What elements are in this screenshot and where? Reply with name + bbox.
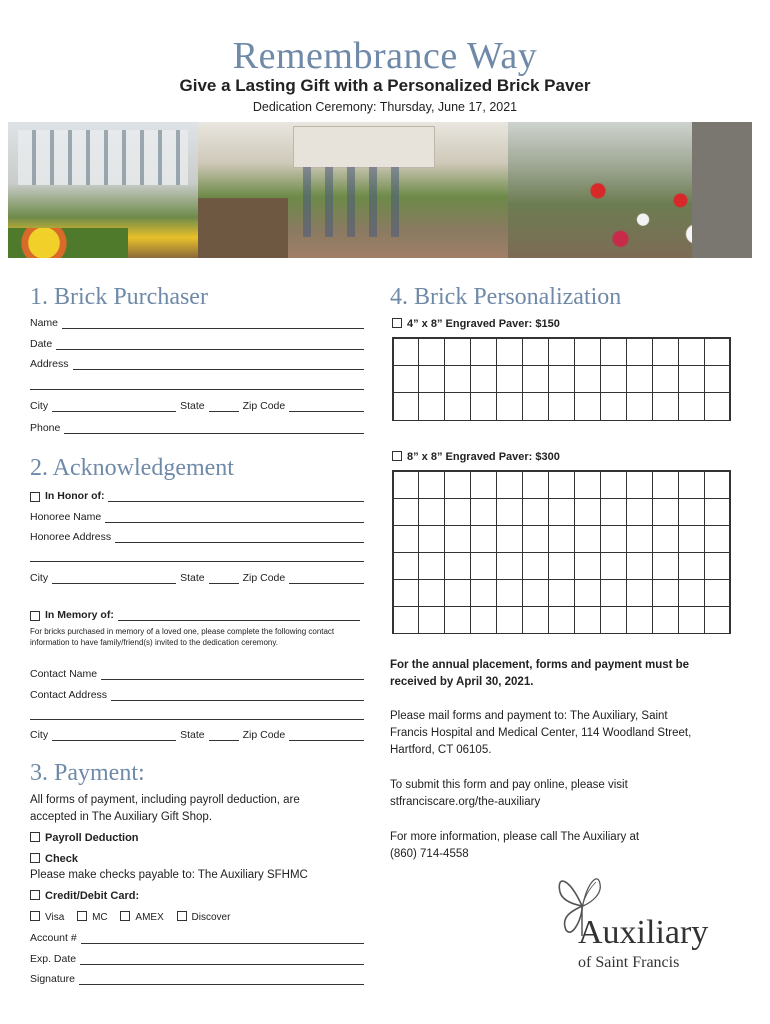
page-title: Remembrance Way <box>232 35 538 77</box>
letter-cell[interactable] <box>548 552 575 580</box>
letter-cell[interactable] <box>393 392 420 420</box>
garden-people-photo <box>198 122 508 258</box>
letter-cell[interactable] <box>626 365 653 393</box>
letter-cell[interactable] <box>548 525 575 553</box>
letter-cell[interactable] <box>393 471 420 499</box>
letter-cell[interactable] <box>418 392 445 420</box>
letter-cell[interactable] <box>574 525 601 553</box>
letter-cell[interactable] <box>704 606 731 634</box>
auxiliary-logo <box>550 870 740 975</box>
letter-cell[interactable] <box>444 498 471 526</box>
letter-cell[interactable] <box>470 498 497 526</box>
letter-cell[interactable] <box>393 498 420 526</box>
account-field[interactable] <box>30 932 364 944</box>
letter-cell[interactable] <box>444 365 471 393</box>
letter-cell[interactable] <box>678 579 705 607</box>
mc-checkbox[interactable] <box>77 911 87 921</box>
card-type-options <box>30 911 230 923</box>
letter-cell[interactable] <box>548 498 575 526</box>
contact-name-label: Contact Name <box>30 668 98 680</box>
letter-cell[interactable] <box>522 365 549 393</box>
payment-heading: 3. Payment: <box>30 760 145 786</box>
letter-cell[interactable] <box>678 552 705 580</box>
tulip-flowers-photo <box>508 122 752 258</box>
letter-cell[interactable] <box>600 525 627 553</box>
mc-option[interactable]: MC <box>77 912 108 923</box>
letter-cell[interactable] <box>470 365 497 393</box>
visa-option[interactable]: Visa <box>30 912 64 923</box>
letter-cell[interactable] <box>574 498 601 526</box>
account-label: Account # <box>30 932 77 944</box>
acknowledgement-heading: 2. Acknowledgement <box>30 455 234 481</box>
logo-title: Auxiliary <box>578 914 709 951</box>
honoree-address-label: Honoree Address <box>30 531 112 543</box>
letter-cell[interactable] <box>496 392 523 420</box>
contact-address-field[interactable] <box>30 689 364 701</box>
letter-cell[interactable] <box>704 579 731 607</box>
in-memory-label: In Memory of: <box>45 609 114 621</box>
paver-4x8-grid[interactable] <box>392 337 731 421</box>
check-label: Check <box>45 853 79 865</box>
letter-cell[interactable] <box>704 471 731 499</box>
letter-cell[interactable] <box>600 471 627 499</box>
letter-cell[interactable] <box>652 471 679 499</box>
letter-cell[interactable] <box>470 338 497 366</box>
name-label: Name <box>30 317 59 329</box>
letter-cell[interactable] <box>652 365 679 393</box>
letter-cell[interactable] <box>418 338 445 366</box>
page-subtitle: Give a Lasting Gift with a Personalized Brick Paver <box>179 76 591 95</box>
letter-cell[interactable] <box>444 579 471 607</box>
letter-cell[interactable] <box>444 338 471 366</box>
phone-number: (860) 714-4558 <box>390 848 469 860</box>
letter-cell[interactable] <box>548 338 575 366</box>
letter-cell[interactable] <box>548 471 575 499</box>
online-instructions: To submit this form and pay online, please visit stfranciscare.org/the-auxiliary <box>390 777 750 811</box>
city-label: City <box>30 572 49 584</box>
letter-cell[interactable] <box>418 498 445 526</box>
website-link[interactable]: stfranciscare.org/the-auxiliary <box>390 796 541 808</box>
paver-4x8-option[interactable] <box>392 318 560 330</box>
in-honor-field[interactable] <box>30 490 364 502</box>
amex-checkbox[interactable] <box>120 911 130 921</box>
letter-cell[interactable] <box>522 392 549 420</box>
letter-cell[interactable] <box>393 552 420 580</box>
contact-name-field[interactable] <box>30 668 364 680</box>
letter-cell[interactable] <box>652 338 679 366</box>
letter-cell[interactable] <box>393 579 420 607</box>
letter-cell[interactable] <box>522 498 549 526</box>
letter-cell[interactable] <box>678 525 705 553</box>
letter-cell[interactable] <box>522 579 549 607</box>
letter-cell[interactable] <box>522 471 549 499</box>
letter-cell[interactable] <box>418 606 445 634</box>
letter-cell[interactable] <box>470 525 497 553</box>
letter-cell[interactable] <box>522 338 549 366</box>
city-label: City <box>30 400 49 412</box>
letter-cell[interactable] <box>496 365 523 393</box>
letter-cell[interactable] <box>626 552 653 580</box>
hospital-building-photo <box>8 122 198 258</box>
letter-cell[interactable] <box>600 606 627 634</box>
logo-subtitle: of Saint Francis <box>578 954 680 971</box>
payroll-option[interactable] <box>30 832 139 844</box>
letter-cell[interactable] <box>574 606 601 634</box>
payroll-label: Payroll Deduction <box>45 832 139 844</box>
check-option[interactable] <box>30 853 78 865</box>
letter-cell[interactable] <box>626 392 653 420</box>
amex-option[interactable]: AMEX <box>120 912 163 923</box>
letter-cell[interactable] <box>470 606 497 634</box>
letter-cell[interactable] <box>496 525 523 553</box>
letter-cell[interactable] <box>574 392 601 420</box>
letter-cell[interactable] <box>678 498 705 526</box>
letter-cell[interactable] <box>626 471 653 499</box>
phone-label: Phone <box>30 422 61 434</box>
city-label: City <box>30 729 49 741</box>
letter-cell[interactable] <box>652 579 679 607</box>
letter-cell[interactable] <box>652 525 679 553</box>
letter-cell[interactable] <box>574 579 601 607</box>
letter-cell[interactable] <box>418 579 445 607</box>
paver-8x8-grid[interactable] <box>392 470 731 634</box>
signature-label: Signature <box>30 973 75 985</box>
contact-address-label: Contact Address <box>30 689 108 701</box>
honoree-city-state-zip-row[interactable] <box>30 572 364 584</box>
letter-cell[interactable] <box>418 525 445 553</box>
letter-cell[interactable] <box>470 471 497 499</box>
letter-cell[interactable] <box>600 579 627 607</box>
visa-checkbox[interactable] <box>30 911 40 921</box>
letter-cell[interactable] <box>393 365 420 393</box>
paver-4x8-checkbox[interactable] <box>392 318 402 328</box>
letter-cell[interactable] <box>548 392 575 420</box>
letter-cell[interactable] <box>522 606 549 634</box>
dedication-date: Dedication Ceremony: Thursday, June 17, 2021 <box>252 100 518 114</box>
paver-8x8-label: 8” x 8” Engraved Paver: $300 <box>407 451 560 463</box>
honoree-name-field[interactable] <box>30 511 364 523</box>
letter-cell[interactable] <box>652 392 679 420</box>
letter-cell[interactable] <box>393 525 420 553</box>
city-state-zip-row[interactable] <box>30 400 364 412</box>
mail-instructions: Please mail forms and payment to: The Auxiliary, Saint Francis Hospital and Medical Center, 114 Woodland Street, Hartford, CT 06105. <box>390 710 692 756</box>
honoree-address-field[interactable] <box>30 531 364 543</box>
zip-label: Zip Code <box>242 729 286 741</box>
letter-cell[interactable] <box>393 338 420 366</box>
letter-cell[interactable] <box>652 606 679 634</box>
letter-cell[interactable] <box>496 471 523 499</box>
letter-cell[interactable] <box>600 498 627 526</box>
letter-cell[interactable] <box>548 606 575 634</box>
letter-cell[interactable] <box>444 471 471 499</box>
letter-cell[interactable] <box>626 525 653 553</box>
check-note: Please make checks payable to: The Auxiliary SFHMC <box>30 869 308 881</box>
letter-cell[interactable] <box>704 525 731 553</box>
contact-city-state-zip-row[interactable] <box>30 729 364 741</box>
letter-cell[interactable] <box>470 392 497 420</box>
zip-label: Zip Code <box>242 400 286 412</box>
state-label: State <box>180 400 205 412</box>
exp-date-label: Exp. Date <box>30 953 77 965</box>
letter-cell[interactable] <box>444 606 471 634</box>
letter-cell[interactable] <box>600 338 627 366</box>
letter-cell[interactable] <box>600 552 627 580</box>
phone-field[interactable] <box>30 422 364 434</box>
date-field[interactable] <box>30 338 364 350</box>
zip-label: Zip Code <box>242 572 286 584</box>
letter-cell[interactable] <box>444 552 471 580</box>
discover-option[interactable]: Discover <box>177 912 231 923</box>
brick-personalization-heading: 4. Brick Personalization <box>390 284 622 310</box>
in-memory-checkbox[interactable] <box>30 611 40 621</box>
letter-cell[interactable] <box>704 392 731 420</box>
address-label: Address <box>30 358 69 370</box>
paver-8x8-checkbox[interactable] <box>392 451 402 461</box>
letter-cell[interactable] <box>574 552 601 580</box>
letter-cell[interactable] <box>626 498 653 526</box>
letter-cell[interactable] <box>704 552 731 580</box>
letter-cell[interactable] <box>626 579 653 607</box>
state-label: State <box>180 572 205 584</box>
letter-cell[interactable] <box>522 525 549 553</box>
letter-cell[interactable] <box>548 579 575 607</box>
in-honor-checkbox[interactable] <box>30 492 40 502</box>
letter-cell[interactable] <box>574 365 601 393</box>
paver-4x8-label: 4” x 8” Engraved Paver: $150 <box>407 318 560 330</box>
name-field[interactable] <box>30 317 364 329</box>
letter-cell[interactable] <box>496 552 523 580</box>
letter-cell[interactable] <box>470 552 497 580</box>
letter-cell[interactable] <box>652 552 679 580</box>
letter-cell[interactable] <box>496 606 523 634</box>
letter-cell[interactable] <box>496 498 523 526</box>
letter-cell[interactable] <box>678 365 705 393</box>
memory-note: For bricks purchased in memory of a loved one, please complete the following contact information to have family/friend(s) invited to the dedication ceremony. <box>30 627 335 647</box>
letter-cell[interactable] <box>418 552 445 580</box>
letter-cell[interactable] <box>444 392 471 420</box>
letter-cell[interactable] <box>496 579 523 607</box>
address-line-2[interactable] <box>30 379 364 390</box>
letter-cell[interactable] <box>444 525 471 553</box>
letter-cell[interactable] <box>600 392 627 420</box>
date-label: Date <box>30 338 53 350</box>
brick-purchaser-heading: 1. Brick Purchaser <box>30 284 208 310</box>
letter-cell[interactable] <box>678 471 705 499</box>
letter-cell[interactable] <box>470 579 497 607</box>
letter-cell[interactable] <box>548 365 575 393</box>
signature-field[interactable] <box>30 973 364 985</box>
discover-checkbox[interactable] <box>177 911 187 921</box>
in-memory-field[interactable] <box>30 609 360 621</box>
letter-cell[interactable] <box>600 365 627 393</box>
more-info: For more information, please call The Auxiliary at (860) 714-4558 <box>390 829 750 863</box>
card-option[interactable] <box>30 890 139 902</box>
letter-cell[interactable] <box>704 498 731 526</box>
letter-cell[interactable] <box>678 606 705 634</box>
letter-cell[interactable] <box>704 338 731 366</box>
state-label: State <box>180 729 205 741</box>
deadline-notice: For the annual placement, forms and payment must be received by April 30, 2021. <box>390 659 690 688</box>
check-checkbox[interactable] <box>30 853 40 863</box>
letter-cell[interactable] <box>418 471 445 499</box>
letter-cell[interactable] <box>678 392 705 420</box>
card-checkbox[interactable] <box>30 890 40 900</box>
letter-cell[interactable] <box>522 552 549 580</box>
letter-cell[interactable] <box>393 606 420 634</box>
letter-cell[interactable] <box>626 338 653 366</box>
in-honor-label: In Honor of: <box>45 490 105 502</box>
letter-cell[interactable] <box>704 365 731 393</box>
card-label: Credit/Debit Card: <box>45 890 140 902</box>
payroll-checkbox[interactable] <box>30 832 40 842</box>
exp-date-field[interactable] <box>30 953 364 965</box>
letter-cell[interactable] <box>574 471 601 499</box>
address-field[interactable] <box>30 358 364 370</box>
letter-cell[interactable] <box>626 606 653 634</box>
honoree-name-label: Honoree Name <box>30 511 102 523</box>
letter-cell[interactable] <box>496 338 523 366</box>
letter-cell[interactable] <box>652 498 679 526</box>
honoree-address-line-2[interactable] <box>30 551 364 562</box>
letter-cell[interactable] <box>574 338 601 366</box>
letter-cell[interactable] <box>418 365 445 393</box>
contact-address-line-2[interactable] <box>30 709 364 720</box>
payment-intro: All forms of payment, including payroll deduction, are accepted in The Auxiliary Gift Shop. <box>30 794 300 823</box>
photo-strip <box>8 122 752 258</box>
letter-cell[interactable] <box>678 338 705 366</box>
paver-8x8-option[interactable] <box>392 451 560 463</box>
